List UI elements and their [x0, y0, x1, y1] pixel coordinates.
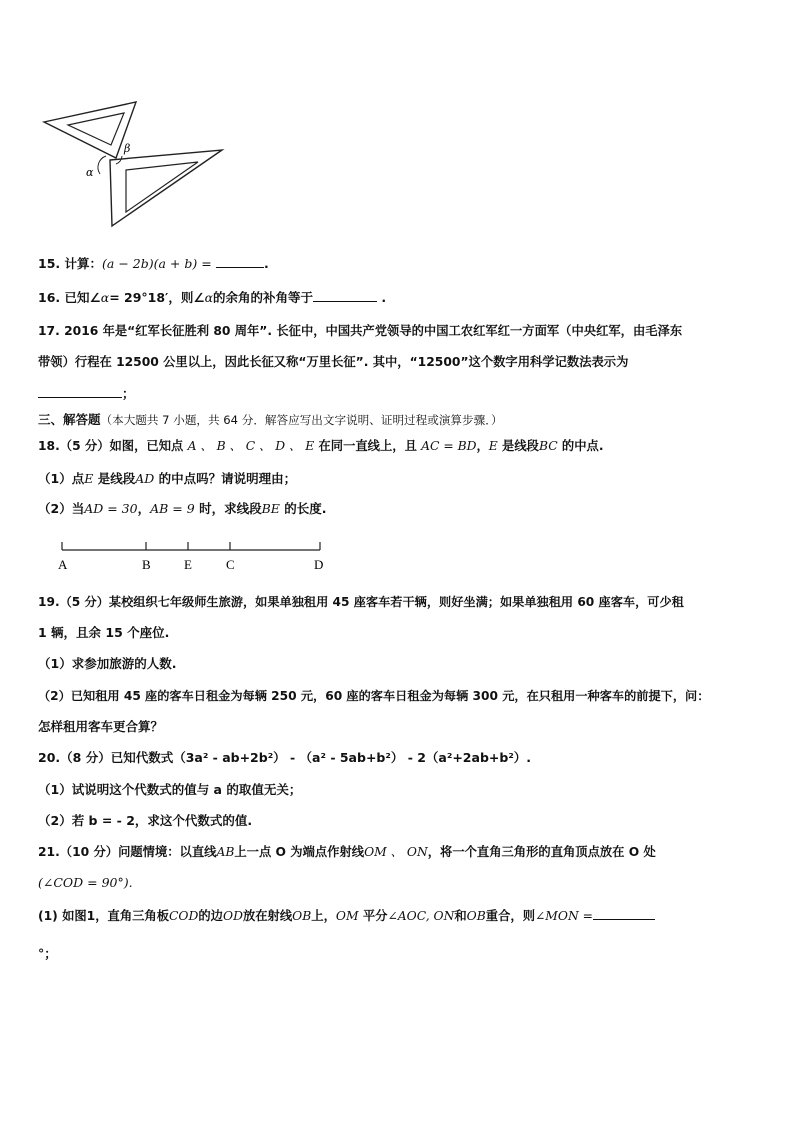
section-3-note: （本大题共 7 小题，共 64 分．解答应写出文字说明、证明过程或演算步骤．） — [100, 413, 503, 427]
q21-line-1-a: 21.（10 分）问题情境：以直线 — [38, 845, 217, 859]
question-15 — [38, 254, 269, 274]
point-label-A: A — [58, 557, 68, 572]
q21-MON: ∠MON = — [535, 909, 593, 923]
question-21-sub-1 — [38, 906, 655, 926]
question-20-sub-1 — [38, 780, 301, 800]
segment-figure — [54, 536, 334, 578]
q21-sub1-f: 和 — [454, 909, 467, 923]
q21-sub1-b: 的边 — [198, 909, 223, 923]
beta-label: β — [124, 142, 131, 155]
question-18-sub-2 — [38, 499, 327, 519]
question-19-sub-2-line-1 — [38, 686, 709, 706]
q21-OD: OD — [222, 909, 243, 923]
question-20-sub-2 — [38, 811, 252, 831]
q19-sub-2-line-2: 怎样租用客车更合算？ — [38, 719, 164, 734]
q21-OM: OM — [335, 909, 359, 923]
q16-text-c: 的余角的补角等于 — [213, 290, 314, 305]
q18-sub1-c: 的中点吗？请说明理由； — [158, 471, 297, 486]
q18-tail-b: 是线段 — [502, 439, 539, 453]
point-label-B: B — [142, 557, 151, 572]
q17-answer-blank[interactable] — [38, 384, 122, 398]
q19-line-2: 1 辆，且余 15 个座位. — [38, 625, 170, 640]
alpha-label: α — [86, 166, 94, 179]
q17-end: ； — [122, 386, 135, 401]
q18-sub2-d: 的长度. — [284, 501, 327, 516]
question-16 — [38, 288, 386, 308]
question-21-sub-1-end — [38, 944, 57, 964]
q21-OB: OB — [292, 909, 312, 923]
q21-sub1-end: °； — [38, 946, 57, 961]
section-3-heading — [38, 410, 503, 430]
q18-sub1-b: 是线段 — [97, 471, 136, 486]
q21-sub1-a: (1) 如图1，直角三角板 — [38, 909, 170, 923]
q18-sub2-eq1: AD = 30 — [84, 501, 138, 516]
q21-sub1-g: 重合，则 — [485, 909, 535, 923]
q15-answer-blank[interactable] — [216, 254, 264, 268]
section-3-title: 三、解答题 — [38, 412, 101, 427]
q18-sub2-a: （2）当 — [38, 501, 85, 516]
q20-sub-1: （1）试说明这个代数式的值与 a 的取值无关； — [38, 782, 302, 797]
point-label-D: D — [314, 557, 324, 572]
q19-sub-1: （1）求参加旅游的人数. — [38, 656, 177, 671]
q18-sub2-c: 时，求线段 — [199, 501, 262, 516]
question-19-sub-2-line-2 — [38, 717, 163, 737]
q21-sub1-c: 放在射线 — [242, 909, 293, 923]
question-21-line-2 — [38, 873, 133, 893]
q18-tail-a: ， — [476, 439, 489, 453]
q17-line-2: 带领）行程在 12500 公里以上，因此长征又称“万里长征”. 其中，“12500”这个数字用科学记数法表示为 — [38, 355, 629, 369]
q21-sub1-d: 上， — [311, 909, 336, 923]
q15-expression: (a − 2b)(a + b) = — [102, 256, 212, 271]
set-squares-figure — [38, 98, 228, 230]
question-17-line-2 — [38, 352, 628, 372]
q17-line-1: 2016 年是“红军长征胜利 80 周年”. 长征中，中国共产党领导的中国工农红军红一方面军（中央红军，由毛泽东 — [64, 324, 683, 338]
q18-mid: 在同一直线上，且 — [318, 439, 417, 453]
question-19-sub-1 — [38, 654, 176, 674]
q20-line-1: 20.（8 分）已知代数式（3a² - ab+2b²） - （a² - 5ab+b²） - 2（a²+2ab+b²）. — [38, 750, 532, 765]
point-label-E: E — [184, 557, 192, 572]
q18-equation: AC = BD — [421, 439, 477, 453]
q18-head: 18.（5 分）如图，已知点 — [38, 439, 184, 453]
q21-OB-2: OB — [466, 909, 486, 923]
q21-AB: AB — [216, 845, 235, 859]
q16-alpha: α — [100, 290, 110, 305]
q16-number: 16. — [38, 290, 61, 305]
question-18-sub-1 — [38, 469, 296, 489]
q15-end: . — [264, 256, 269, 271]
q18-sub1-a: （1）点 — [38, 471, 85, 486]
q16-end: . — [381, 290, 387, 305]
question-21-line-1 — [38, 842, 656, 862]
q21-sub1-e: 平分 — [362, 909, 388, 923]
q21-AOC-ON: ∠AOC, ON — [387, 909, 455, 923]
question-19-line-1 — [38, 592, 684, 612]
q16-answer-blank[interactable] — [313, 288, 377, 302]
question-17-line-3 — [38, 384, 135, 404]
q18-sub2-eq2: AB = 9 — [150, 501, 195, 516]
q21-line-1-c: ，将一个直角三角形的直角顶点放在 O 处 — [427, 845, 656, 859]
q19-sub-2-line-1: （2）已知租用 45 座的客车日租金为每辆 250 元，60 座的客车日租金为每辆 300 元，在只租用一种客车的前提下，问： — [38, 689, 710, 703]
q21-answer-blank[interactable] — [593, 906, 655, 920]
question-20 — [38, 748, 531, 768]
q21-COD: COD — [169, 909, 199, 923]
q18-sub2-BE: BE — [261, 501, 280, 516]
q21-line-2: (∠COD = 90°). — [38, 875, 133, 890]
q21-line-1-b: 上一点 O 为端点作射线 — [234, 845, 365, 859]
q18-segment-BC: BC — [538, 439, 558, 453]
q18-tail-c: 的中点. — [561, 439, 604, 453]
q18-sub2-b: ， — [137, 501, 151, 516]
q18-point-E: E — [488, 439, 498, 453]
question-18 — [38, 436, 603, 456]
q18-points: A 、 B 、 C 、 D 、 E — [187, 439, 315, 453]
question-17-line-1 — [38, 321, 682, 341]
q18-sub1-E: E — [84, 471, 94, 486]
q16-text-a: 已知∠ — [64, 290, 101, 305]
q21-OM-ON: OM 、 ON — [364, 845, 428, 859]
q17-number: 17. — [38, 324, 60, 338]
q16-alpha-2: α — [204, 290, 214, 305]
q20-sub-2: （2）若 b = - 2，求这个代数式的值. — [38, 813, 253, 828]
q15-number: 15. — [38, 256, 61, 271]
q16-text-b: = 29°18′，则∠ — [109, 290, 205, 305]
q18-sub1-AD: AD — [135, 471, 155, 486]
question-19-line-2 — [38, 623, 169, 643]
q15-text: 计算： — [64, 256, 103, 271]
point-label-C: C — [226, 557, 235, 572]
q19-line-1: 19.（5 分）某校组织七年级师生旅游，如果单独租用 45 座客车若干辆，则好坐满；如果单独租用 60 座客车，可少租 — [38, 595, 684, 609]
